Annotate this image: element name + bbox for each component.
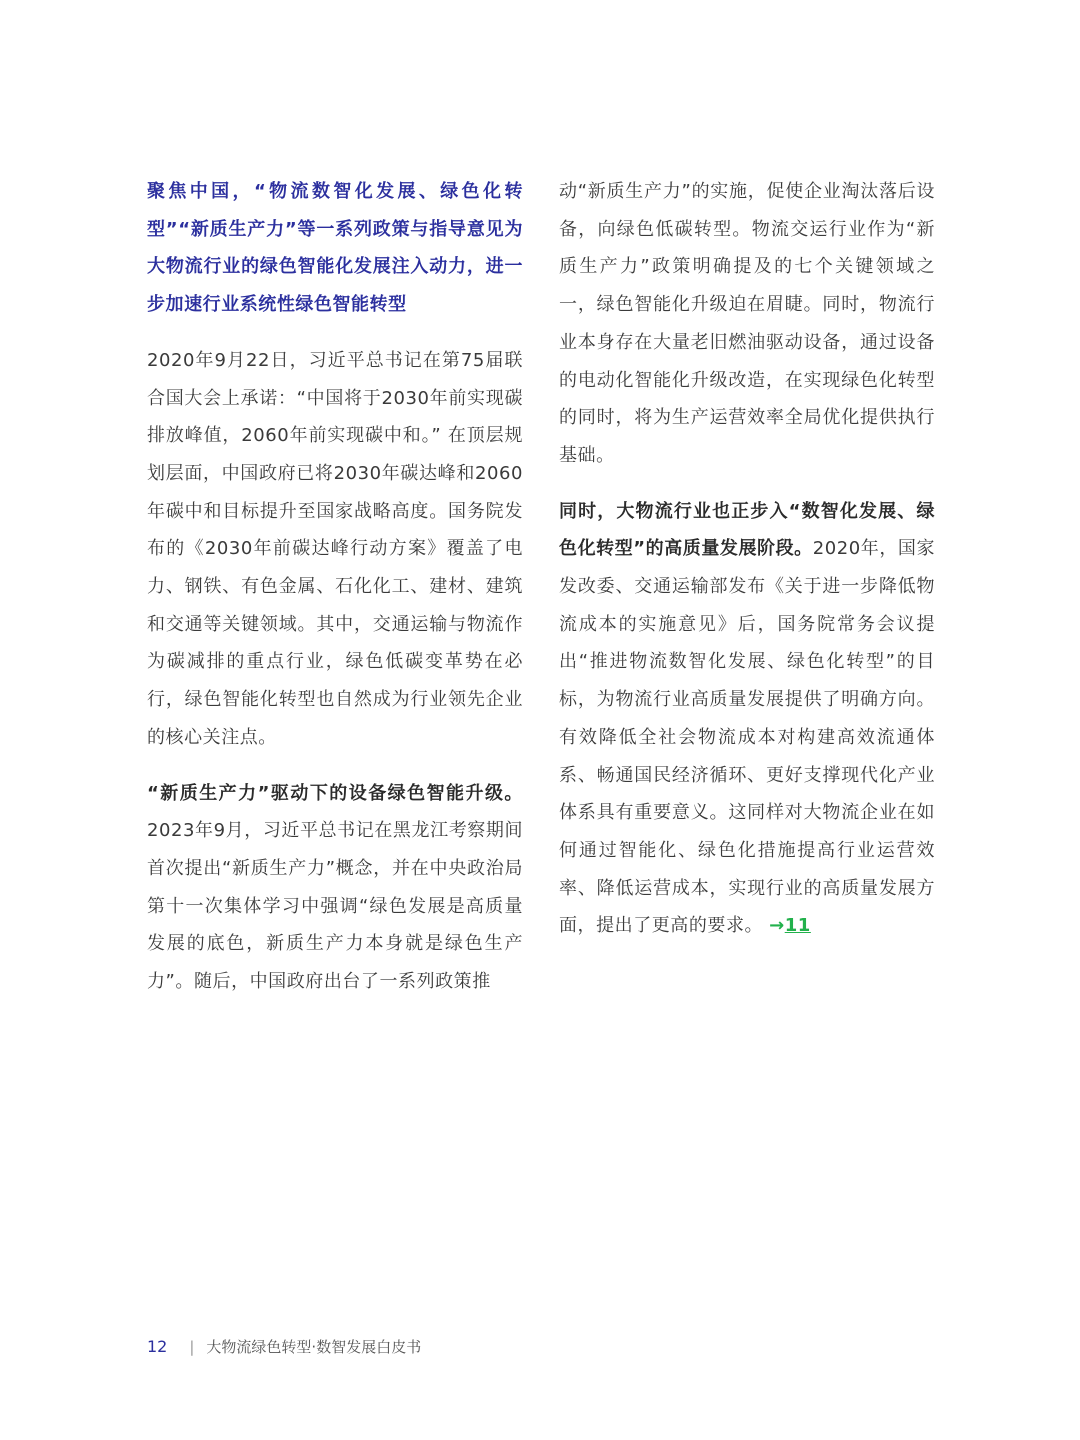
body-paragraph: 动“新质生产力”的实施，促使企业淘汰落后设备，向绿色低碳转型。物流交运行业作为“新质生产力”政策明确提及的七个关键领域之一，绿色智能化升级迫在眉睫。同时，物流行业本身存在大量老旧燃油驱动设备，通过设备的电动化智能化升级改造，在实现绿色化转型的同时，将为生产运营效率全局优化提供执行基础。 — [559, 181, 935, 466]
document-title: 大物流绿色转型·数智发展白皮书 — [206, 1338, 422, 1356]
body-paragraph — [147, 775, 523, 1001]
page-footer — [147, 1336, 421, 1357]
paragraph-lead: 同时，大物流行业也正步入“数智化发展、绿色化转型”的高质量发展阶段。 — [559, 500, 935, 560]
reference-link[interactable] — [769, 915, 811, 936]
right-column — [559, 173, 935, 945]
reference-number: 11 — [784, 915, 811, 937]
arrow-right-icon: → — [769, 915, 785, 937]
page-number: 12 — [147, 1337, 168, 1356]
footer-separator: | — [189, 1337, 195, 1356]
body-paragraph — [559, 493, 935, 945]
paragraph-text: 2023年9月，习近平总书记在黑龙江考察期间首次提出“新质生产力”概念，并在中央政治局第十一次集体学习中强调“绿色发展是高质量发展的底色，新质生产力本身就是绿色生产力”。随后，中国政府出台了一系列政策推 — [147, 820, 523, 993]
left-column — [147, 173, 523, 1001]
body-paragraph: 2020年9月22日，习近平总书记在第75届联合国大会上承诺：“中国将于2030年前实现碳排放峰值，2060年前实现碳中和。” 在顶层规划层面，中国政府已将2030年碳达峰和2060年碳中和目标提升至国家战略高度。国务院发布的《2030年前碳达峰行动方案》覆盖了电力、钢铁、有色金属、石化化工、建材、建筑和交通等关键领域。其中，交通运输与物流作为碳减排的重点行业，绿色低碳变革势在必行，绿色智能化转型也自然成为行业领先企业的核心关注点。 — [147, 349, 523, 748]
paragraph-lead: “新质生产力”驱动下的设备绿色智能升级。 — [147, 782, 523, 804]
paragraph-text: 2020年，国家发改委、交通运输部发布《关于进一步降低物流成本的实施意见》后，国务院常务会议提出“推进物流数智化发展、绿色化转型”的目标，为物流行业高质量发展提供了明确方向。有效降低全社会物流成本对构建高效流通体系、畅通国民经济循环、更好支撑现代化产业体系具有重要意义。这同样对大物流企业在如何通过智能化、绿色化措施提高行业运营效率、降低运营成本，实现行业的高质量发展方面，提出了更高的要求。 — [559, 538, 935, 937]
section-heading: 聚焦中国，“物流数智化发展、绿色化转型”“新质生产力”等一系列政策与指导意见为大物流行业的绿色智能化发展注入动力，进一步加速行业系统性绿色智能转型 — [147, 181, 523, 316]
